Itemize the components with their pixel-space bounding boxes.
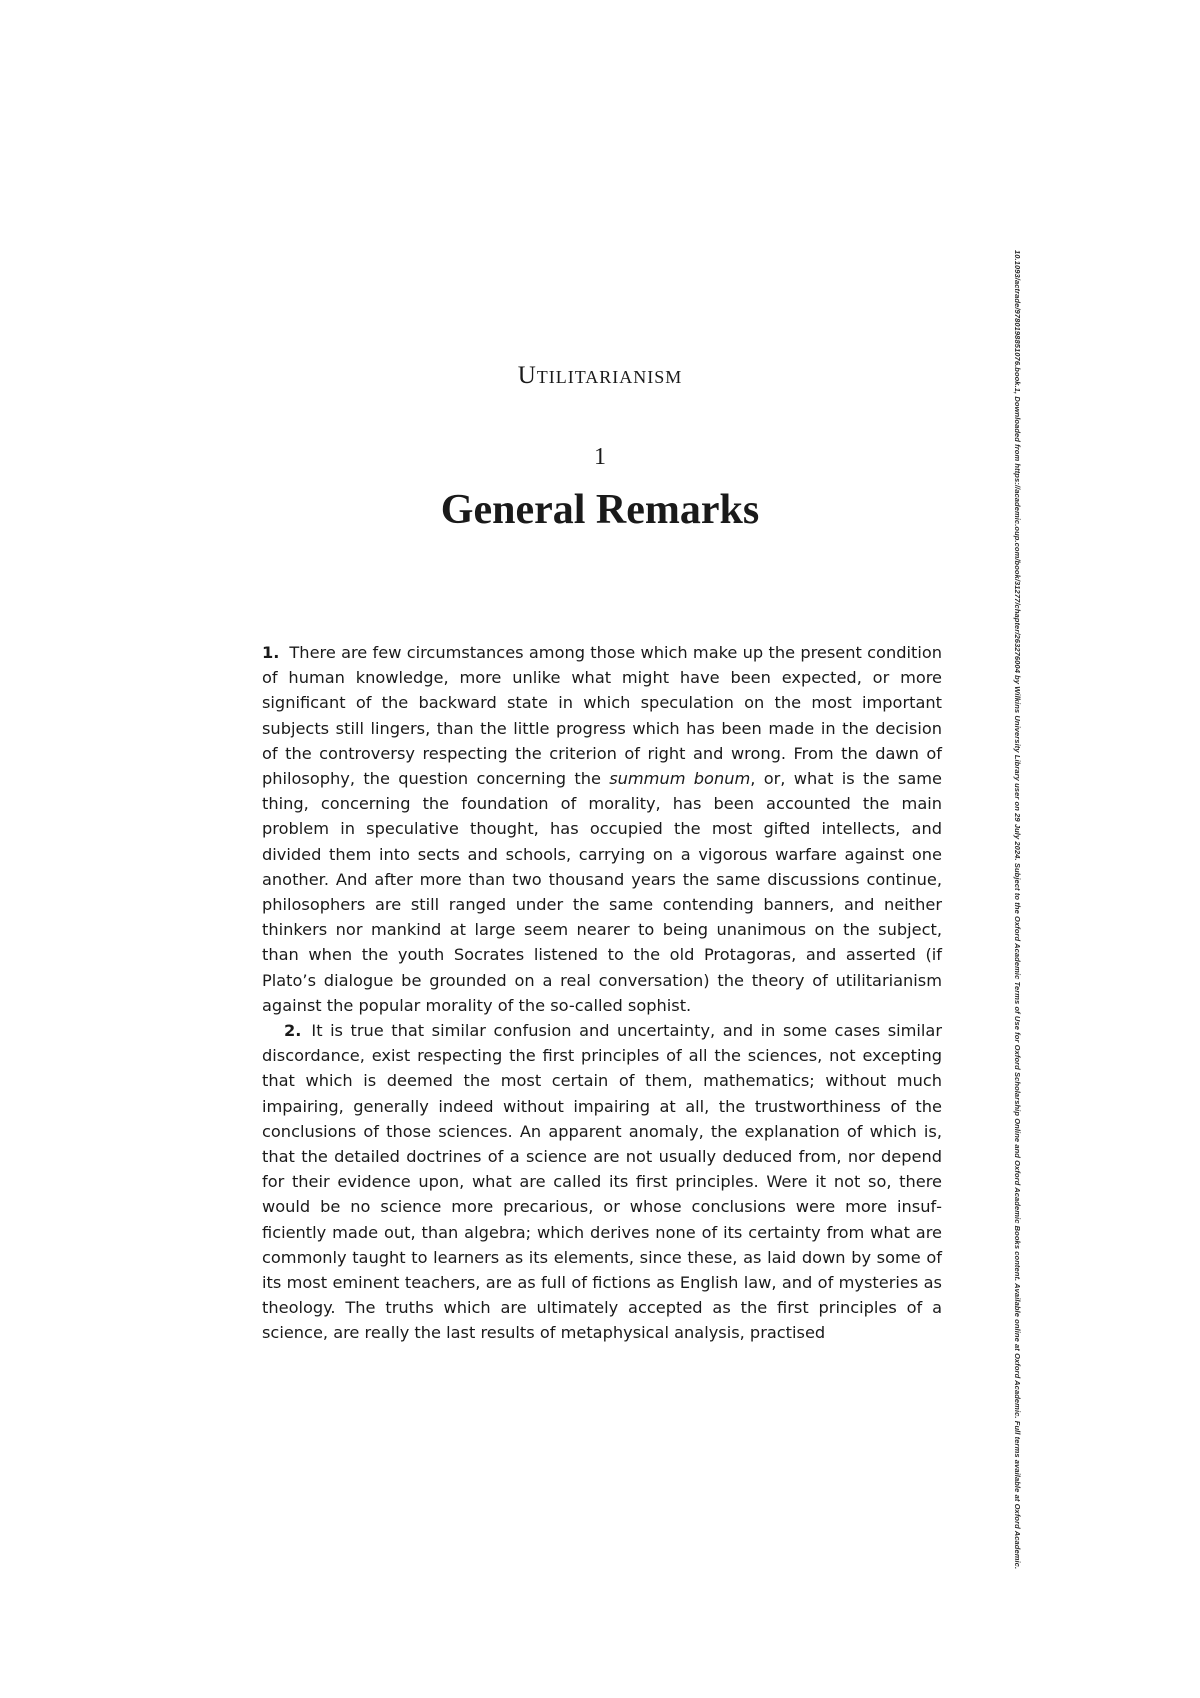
paragraph-1 xyxy=(262,640,942,1018)
paragraph-text: There are few circumstances among those which make up the present condition of human knowledge, more unlike what might have been expected, or more significant of the backward state in which speculation on the most important subjects still lingers, than the little progress which has been made in the decision of the controversy respecting the criterion of right and wrong. From the dawn of philosophy, the question concerning the xyxy=(262,643,942,789)
paragraph-2 xyxy=(262,1018,942,1346)
italic-term: summum bonum xyxy=(609,769,751,789)
paragraph-text: It is true that similar confusion and uncertainty, and in some cases similar discordance, exist respecting the first principles of all the sciences, not excepting that which is deemed the most certain of them, mathematics; without much impairing, generally indeed without impairing at all, the trustworthiness of the conclusions of those sciences. An apparent anomaly, the explanation of which is, that the detailed doctrines of a science are not usually deduced from, nor depend for their evidence upon, what are called its first principles. Were it not so, there would be no science more precarious, or whose conclusions were more insufficiently made out, than algebra; which derives none of its certainty from what are commonly taught to learners as its elements, since these, as laid down by some of its most eminent teachers, are as full of fictions as English law, and of mysteries as theology. The truths which are ultimately accepted as the first principles of a science, are really the last results of metaphysical analysis, practised xyxy=(262,1021,942,1343)
paragraph-number: 1. xyxy=(262,643,280,662)
side-watermark: 10.1093/actrade/9780198851076.book.1, Downloaded from https://academic.oup.com/book/31277/chapter/263276004 by Wilkins University Library user on 29 July 2024. Subject to the Oxford Academic Terms of Use for Oxford Scholarship Online and Oxford Academic Books content. Available online at Oxford Academic. Full terms available at Oxford Academic. xyxy=(1013,250,1022,1570)
chapter-title: General Remarks xyxy=(440,487,760,533)
chapter-number: 1 xyxy=(594,444,606,470)
paragraph-number: 2. xyxy=(284,1021,302,1041)
running-title: Utilitarianism xyxy=(517,362,683,389)
paragraph-text-continued: , or, what is the same thing, concerning the foundation of morality, has been accounted the main problem in speculative thought, has occupied the most gifted intellects, and divided them into sects and schools, carrying on a vigorous warfare against one another. And after more than two thousand years the same discussions continue, philosophers are still ranged under the same contending banners, and neither thinkers nor mankind at large seem nearer to being unanimous on the subject, than when the youth Socrates listened to the old Protagoras, and asserted (if Plato’s dialogue be grounded on a real conversation) the theory of utilitarianism against the popular morality of the so-called sophist. xyxy=(262,769,942,1015)
body-text xyxy=(262,640,942,1346)
